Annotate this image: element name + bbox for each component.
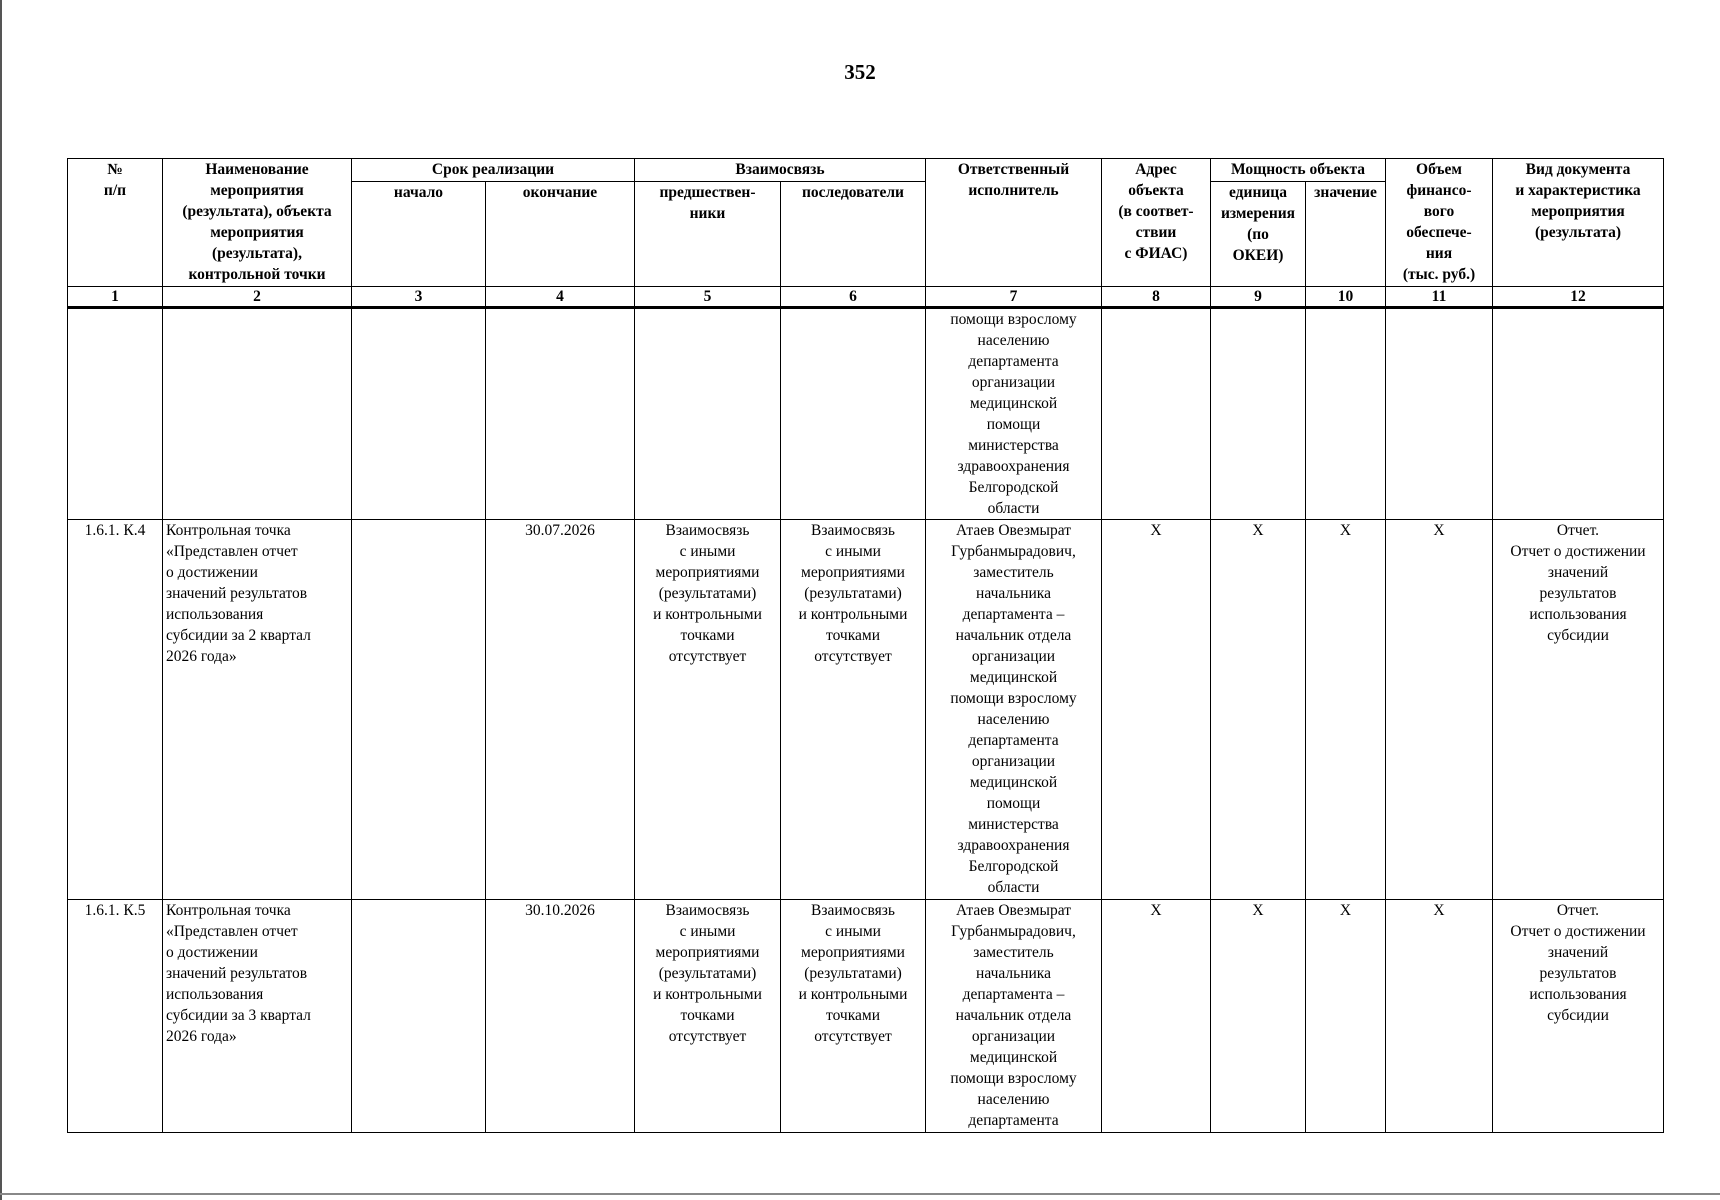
cell-num: 1.6.1. К.4 (68, 520, 163, 900)
column-number: 8 (1102, 287, 1211, 308)
cell-unit (1211, 308, 1306, 520)
header-group-link: Взаимосвязь (635, 159, 926, 182)
cell-num (68, 308, 163, 520)
header-succ: последователи (781, 182, 926, 287)
header-end: окончание (486, 182, 635, 287)
cell-unit: X (1211, 900, 1306, 1133)
cell-succ: Взаимосвязь с иными мероприятиями (результатами) и контрольными точками отсутствует (781, 520, 926, 900)
table-row (68, 520, 1664, 900)
header-start: начало (352, 182, 486, 287)
header-address: Адрес объекта (в соответ- ствии с ФИАС) (1102, 159, 1211, 287)
cell-doc: Отчет. Отчет о достижении значений результатов использования субсидии (1493, 520, 1664, 900)
cell-start (352, 308, 486, 520)
column-number: 9 (1211, 287, 1306, 308)
cell-name (163, 308, 352, 520)
page-number: 352 (844, 60, 876, 84)
column-number: 10 (1306, 287, 1386, 308)
cell-finance (1386, 308, 1493, 520)
cell-executor: Атаев Овезмырат Гурбанмырадович, заместитель начальника департамента – начальник отдела организации медицинской помощи взрослому населению департамента организации медицинской помощи министерства здравоохранения Белгородской области (926, 520, 1102, 900)
column-number: 3 (352, 287, 486, 308)
cell-name: Контрольная точка «Представлен отчет о достижении значений результатов использования субсидии за 2 квартал 2026 года» (163, 520, 352, 900)
cell-pred: Взаимосвязь с иными мероприятиями (результатами) и контрольными точками отсутствует (635, 520, 781, 900)
cell-name: Контрольная точка «Представлен отчет о достижении значений результатов использования субсидии за 3 квартал 2026 года» (163, 900, 352, 1133)
column-number-row (68, 287, 1664, 308)
column-number: 11 (1386, 287, 1493, 308)
table-row (68, 900, 1664, 1133)
cell-address: X (1102, 520, 1211, 900)
plan-table (67, 158, 1664, 1133)
cell-end: 30.07.2026 (486, 520, 635, 900)
cell-succ: Взаимосвязь с иными мероприятиями (результатами) и контрольными точками отсутствует (781, 900, 926, 1133)
cell-end (486, 308, 635, 520)
header-num: № п/п (68, 159, 163, 287)
cell-address: X (1102, 900, 1211, 1133)
cell-finance: X (1386, 900, 1493, 1133)
scan-edge-bottom (0, 1193, 1720, 1195)
header-doc: Вид документа и характеристика мероприятия (результата) (1493, 159, 1664, 287)
table-row (68, 308, 1664, 520)
column-number: 4 (486, 287, 635, 308)
column-number: 6 (781, 287, 926, 308)
header-group-term: Срок реализации (352, 159, 635, 182)
cell-doc (1493, 308, 1664, 520)
cell-pred (635, 308, 781, 520)
header-group-capacity: Мощность объекта (1211, 159, 1386, 182)
cell-pred: Взаимосвязь с иными мероприятиями (результатами) и контрольными точками отсутствует (635, 900, 781, 1133)
column-number: 12 (1493, 287, 1664, 308)
header-executor: Ответственный исполнитель (926, 159, 1102, 287)
header-pred: предшествен- ники (635, 182, 781, 287)
header-row-1 (68, 159, 1664, 182)
scan-edge-left (0, 0, 2, 1200)
cell-end: 30.10.2026 (486, 900, 635, 1133)
column-number: 1 (68, 287, 163, 308)
cell-address (1102, 308, 1211, 520)
header-value: значение (1306, 182, 1386, 287)
cell-value: X (1306, 520, 1386, 900)
cell-unit: X (1211, 520, 1306, 900)
cell-start (352, 520, 486, 900)
cell-num: 1.6.1. К.5 (68, 900, 163, 1133)
cell-value (1306, 308, 1386, 520)
header-unit: единица измерения (по ОКЕИ) (1211, 182, 1306, 287)
cell-start (352, 900, 486, 1133)
column-number: 2 (163, 287, 352, 308)
cell-succ (781, 308, 926, 520)
cell-executor: Атаев Овезмырат Гурбанмырадович, заместитель начальника департамента – начальник отдела организации медицинской помощи взрослому населению департамента (926, 900, 1102, 1133)
column-number: 7 (926, 287, 1102, 308)
cell-value: X (1306, 900, 1386, 1133)
cell-finance: X (1386, 520, 1493, 900)
column-number: 5 (635, 287, 781, 308)
header-finance: Объем финансо- вого обеспече- ния (тыс. руб.) (1386, 159, 1493, 287)
header-name: Наименование мероприятия (результата), объекта мероприятия (результата), контрольной точки (163, 159, 352, 287)
cell-executor: помощи взрослому населению департамента организации медицинской помощи министерства здравоохранения Белгородской области (926, 308, 1102, 520)
cell-doc: Отчет. Отчет о достижении значений результатов использования субсидии (1493, 900, 1664, 1133)
